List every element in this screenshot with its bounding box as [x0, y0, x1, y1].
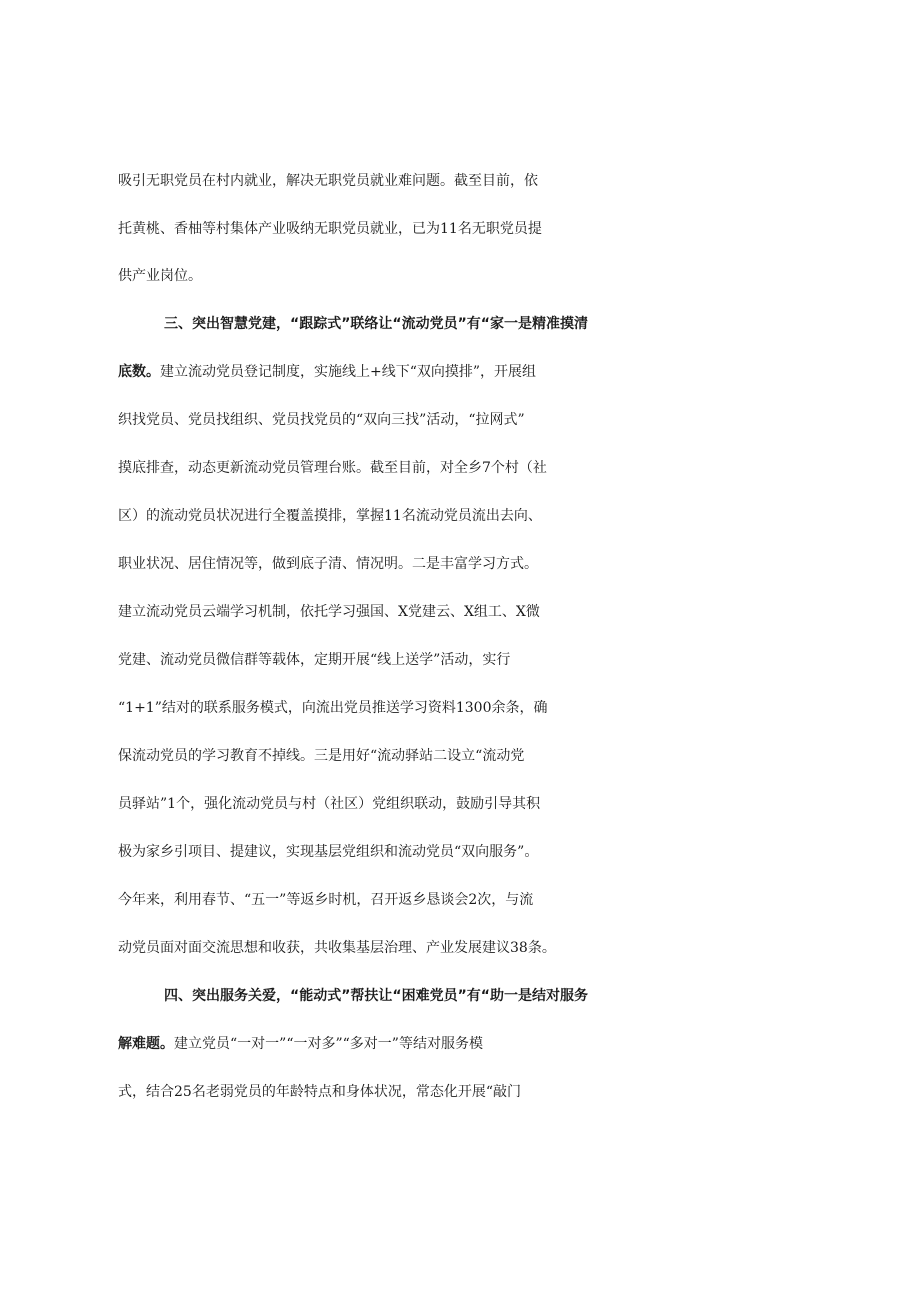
section-heading-continuation: 底数。: [118, 364, 160, 380]
text-segment: 建立流动党员登记制度，实施线上+线下“双向摸排”，开展组: [160, 364, 537, 380]
text-line: 织找党员、党员找组织、党员找党员的“双向三找”活动，“拉网式”: [118, 412, 525, 428]
text-line: [118, 1029, 818, 1059]
text-line: 极为家乡引项目、提建议，实现基层党组织和流动党员“双向服务”。: [118, 844, 539, 860]
text-line: 供产业岗位。: [118, 268, 202, 284]
text-line: 员驿站”1个，强化流动党员与村（社区）党组织联动，鼓励引导其积: [118, 796, 541, 812]
section-heading: 三、突出智慧党建，“跟踪式”联络让“流动党员”有“家一是精准摸清: [164, 316, 589, 332]
text-line: [118, 357, 818, 387]
text-line: 吸引无职党员在村内就业，解决无职党员就业难问题。截至目前，依: [118, 173, 538, 189]
text-line: 保流动党员的学习教育不掉线。三是用好“流动驿站二设立“流动党: [118, 748, 525, 764]
text-segment: 建立党员“一对一”“一对多”“多对一”等结对服务模: [174, 1036, 483, 1052]
text-line: 职业状况、居住情况等，做到底子清、情况明。二是丰富学习方式。: [118, 556, 538, 572]
section-heading-continuation: 解难题。: [118, 1036, 174, 1052]
text-line: 摸底排查，动态更新流动党员管理台账。截至目前，对全乡7个村（社: [118, 460, 547, 476]
text-line: 式，结合25名老弱党员的年龄特点和身体状况，常态化开展“敲门: [118, 1084, 521, 1100]
text-line: 托黄桃、香柚等村集体产业吸纳无职党员就业，已为11名无职党员提: [118, 221, 542, 237]
text-line: 今年来，利用春节、“五一”等返乡时机，召开返乡恳谈会2次，与流: [118, 892, 534, 908]
text-line: 动党员面对面交流思想和收获，共收集基层治理、产业发展建议38条。: [118, 940, 556, 956]
text-line: 建立流动党员云端学习机制，依托学习强国、X党建云、X组工、X微: [118, 604, 540, 620]
text-line: 区）的流动党员状况进行全覆盖摸排，掌握11名流动党员流出去向、: [118, 508, 542, 524]
text-line: “1+1”结对的联系服务模式，向流出党员推送学习资料1300余条，确: [118, 700, 548, 716]
text-line: 党建、流动党员微信群等载体，定期开展“线上送学”活动，实行: [118, 652, 511, 668]
section-heading: 四、突出服务关爱，“能动式”帮扶让“困难党员”有“助一是结对服务: [164, 988, 589, 1004]
